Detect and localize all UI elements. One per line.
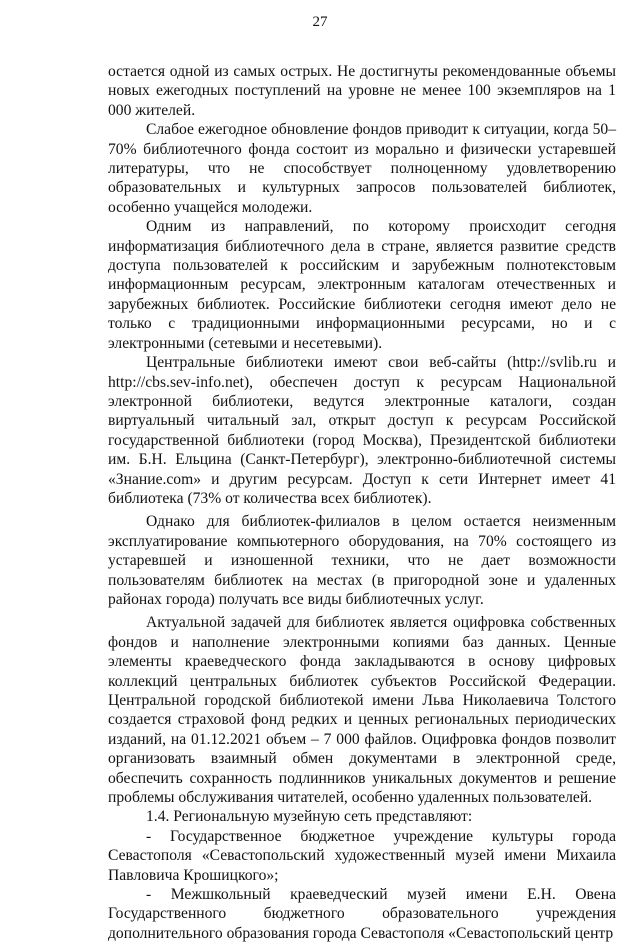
- paragraph-continuation: остается одной из самых острых. Не достигнуты рекомендованные объемы новых ежегодных поступлений на уровне не менее 100 экземпляров на 1 000 жителей.: [108, 63, 616, 119]
- page-number: 27: [312, 14, 328, 30]
- list-item-local-history-museum: - Межшкольный краеведческий музей имени Е.Н. Овена Государственного бюджетного образовательного учреждения дополнительного образования города Севастополя «Севастопольский центр: [108, 886, 616, 942]
- paragraph-digitization: Актуальной задачей для библиотек является оцифровка собственных фондов и наполнение электронными копиями баз данных. Ценные элементы краеведческого фонда закладываются в основу цифровых коллекций центральных библиотек субъектов Российской Федерации. Центральной городской библиотекой имени Льва Николаевича Толстого создается страховой фонд редких и ценных региональных периодических изданий, на 01.12.2021 объем – 7 000 файлов. Оцифровка фондов позволит организовать взаимный обмен документами в электронной среде, обеспечить сохранность подлинников уникальных документов и решение проблемы обслуживания читателей, особенно удаленных пользователей.: [108, 614, 616, 807]
- body-text: [108, 62, 616, 943]
- paragraph-equipment: Однако для библиотек-филиалов в целом остается неизменным эксплуатирование компьютерного оборудования, на 70% состоящего из устаревшей и изношенной техники, что не дает возможности пользователям библиотек на местах (в пригородной зоне и удаленных районах города) получать все виды библиотечных услуг.: [108, 513, 616, 608]
- paragraph-fund-renewal: Слабое ежегодное обновление фондов приводит к ситуации, когда 50–70% библиотечного фонда состоит из морально и физически устаревшей литературы, что не способствует полноценному удовлетворению образовательных и культурных запросов пользователей библиотек, особенно учащейся молодежи.: [108, 121, 616, 216]
- paragraph-websites: Центральные библиотеки имеют свои веб-сайты (http://svlib.ru и http://cbs.sev-info.net), обеспечен доступ к ресурсам Национальной электронной библиотеки, ведутся электронные каталоги, создан виртуальный читальный зал, открыт доступ к ресурсам Российской государственной библиотеки (город Москва), Президентской библиотеки им. Б.Н. Ельцина (Санкт-Петербург), электронно-библиотечной системы «Знание.com» и другим ресурсам. Доступ к сети Интернет имеет 41 библиотека (73% от количества всех библиотек).: [108, 354, 616, 507]
- list-item-art-museum: - Государственное бюджетное учреждение культуры города Севастополя «Севастопольский художественный музей имени Михаила Павловича Крошицкого»;: [108, 827, 616, 884]
- section-heading-museums: 1.4. Региональную музейную сеть представляют:: [146, 808, 473, 826]
- paragraph-informatization: Одним из направлений, по которому происходит сегодня информатизация библиотечного дела в стране, является развитие средств доступа пользователей к российским и зарубежным полнотекстовым информационным ресурсам, электронным каталогам отечественных и зарубежных библиотек. Российские библиотеки сегодня имеют дело не только с традиционными информационными ресурсами, но и с электронными (сетевыми и несетевыми).: [108, 218, 616, 352]
